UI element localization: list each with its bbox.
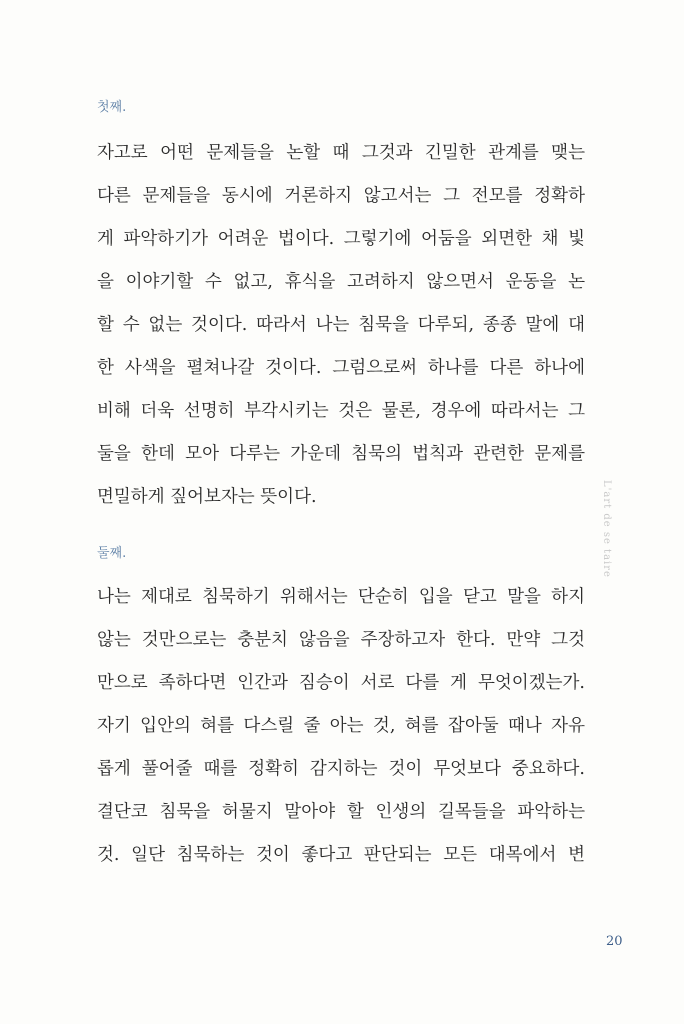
section-heading-first: 첫째. — [97, 100, 127, 115]
text-line: 결단코 침묵을 허물지 말아야 할 인생의 길목들을 파악하는 — [97, 802, 585, 822]
text-line: 을 이야기할 수 없고, 휴식을 고려하지 않으면서 운동을 논 — [97, 272, 585, 292]
text-line: 할 수 없는 것이다. 따라서 나는 침묵을 다루되, 종종 말에 대 — [97, 315, 585, 335]
paragraph-first — [97, 132, 585, 519]
running-title: L'art de se taire — [601, 480, 612, 578]
text-line: 것. 일단 침묵하는 것이 좋다고 판단되는 모든 대목에서 변 — [97, 845, 585, 865]
paragraph-second — [97, 576, 585, 877]
text-line: 자기 입안의 혀를 다스릴 줄 아는 것, 혀를 잡아둘 때나 자유 — [97, 716, 585, 736]
text-line: 게 파악하기가 어려운 법이다. 그렇기에 어둠을 외면한 채 빛 — [97, 229, 585, 249]
text-line: 면밀하게 짚어보자는 뜻이다. — [97, 487, 317, 507]
text-line: 비해 더욱 선명히 부각시키는 것은 물론, 경우에 따라서는 그 — [97, 401, 585, 421]
text-line: 둘을 한데 모아 다루는 가운데 침묵의 법칙과 관련한 문제를 — [97, 444, 585, 464]
text-line: 롭게 풀어줄 때를 정확히 감지하는 것이 무엇보다 중요하다. — [97, 759, 585, 779]
text-line: 한 사색을 펼쳐나갈 것이다. 그럼으로써 하나를 다른 하나에 — [97, 358, 585, 378]
page-number: 20 — [606, 934, 623, 949]
text-line: 나는 제대로 침묵하기 위해서는 단순히 입을 닫고 말을 하지 — [97, 587, 585, 607]
text-line: 만으로 족하다면 인간과 짐승이 서로 다를 게 무엇이겠는가. — [97, 673, 585, 693]
section-heading-second: 둘째. — [97, 546, 127, 561]
text-line: 않는 것만으로는 충분치 않음을 주장하고자 한다. 만약 그것 — [97, 630, 585, 650]
text-line: 자고로 어떤 문제들을 논할 때 그것과 긴밀한 관계를 맺는 — [97, 143, 585, 163]
text-line: 다른 문제들을 동시에 거론하지 않고서는 그 전모를 정확하 — [97, 186, 585, 206]
